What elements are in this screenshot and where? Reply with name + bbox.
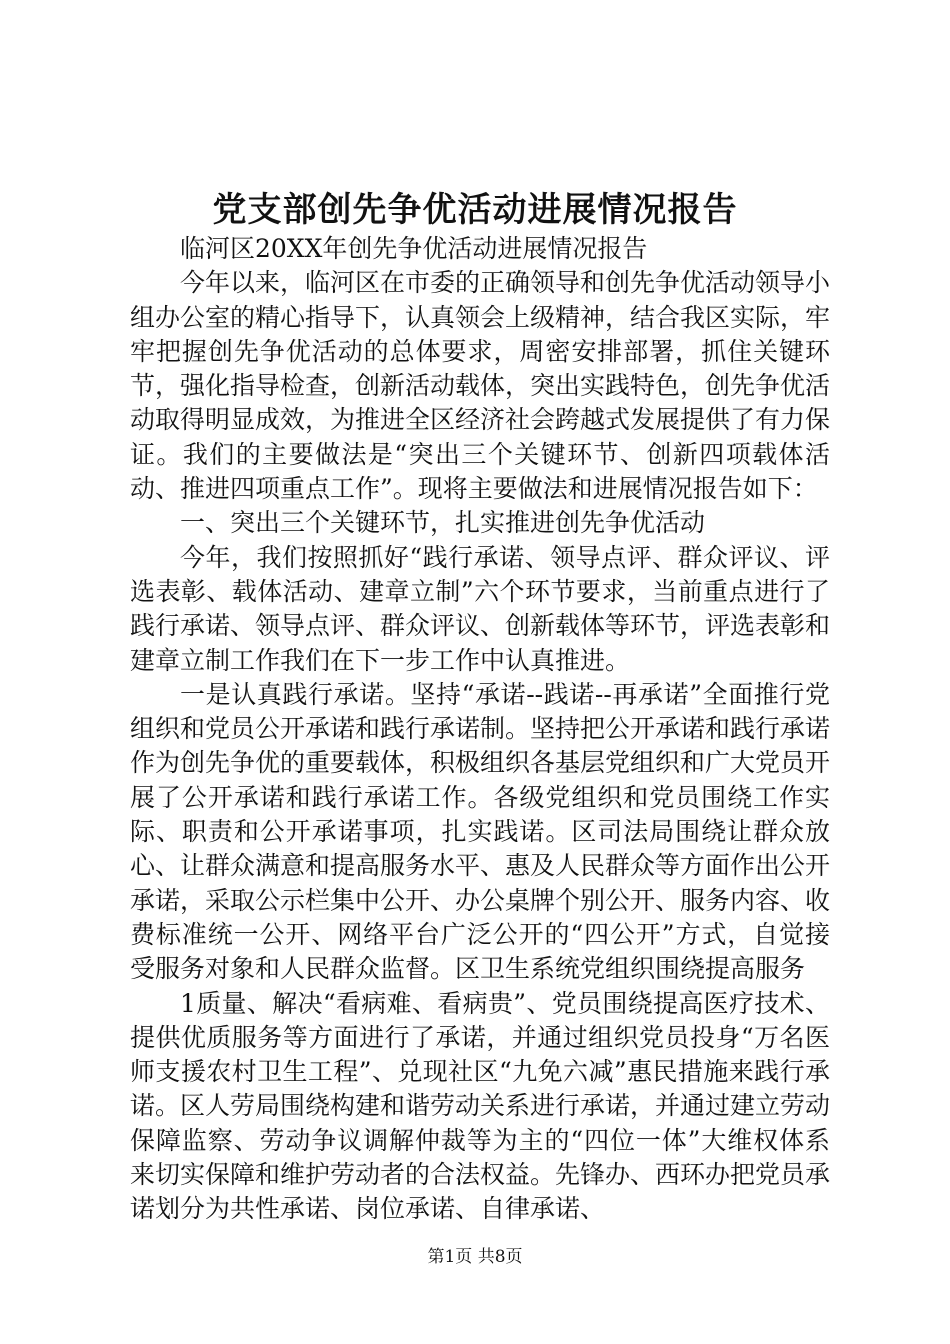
body-paragraph: 1质量、解决“看病难、看病贵”、党员围绕提高医疗技术、提供优质服务等方面进行了承诺，并通过组织党员投身“万名医师支援农村卫生工程”、兑现社区“九免六减”惠民措施来践行承诺。区人劳局围绕构建和谐劳动关系进行承诺，并通过建立劳动保障监察、劳动争议调解仲裁等为主的“四位一体”大维权体系来切实保障和维护劳动者的合法权益。先锋办、西环办把党员承诺划分为共性承诺、岗位承诺、自律承诺、 (130, 988, 831, 1224)
section-heading: 一、突出三个关键环节，扎实推进创先争优活动 (180, 508, 706, 538)
body-paragraph: 今年，我们按照抓好“践行承诺、领导点评、群众评议、评选表彰、载体活动、建章立制”六个环节要求，当前重点进行了践行承诺、领导点评、群众评议、创新载体等环节，评选表彰和建章立制工作我们在下一步工作中认真推进。 (130, 542, 831, 675)
subtitle-paragraph: 临河区20XX年创先争优活动进展情况报告 (180, 234, 648, 263)
page-number-footer: 第1页 共8页 (427, 1247, 523, 1267)
intro-paragraph: 今年以来，临河区在市委的正确领导和创先争优活动领导小组办公室的精心指导下，认真领会上级精神，结合我区实际，牢牢把握创先争优活动的总体要求，周密安排部署，抓住关键环节，强化指导检查，创新活动载体，突出实践特色，创先争优活动取得明显成效，为推进全区经济社会跨越式发展提供了有力保证。我们的主要做法是“突出三个关键环节、创新四项载体活动、推进四项重点工作”。现将主要做法和进展情况报告如下： (130, 268, 831, 504)
document-body (130, 232, 830, 1227)
body-paragraph: 一是认真践行承诺。坚持“承诺--践诺--再承诺”全面推行党组织和党员公开承诺和践行承诺制。坚持把公开承诺和践行承诺作为创先争优的重要载体，积极组织各基层党组织和广大党员开展了公开承诺和践行承诺工作。各级党组织和党员围绕工作实际、职责和公开承诺事项，扎实践诺。区司法局围绕让群众放心、让群众满意和提高服务水平、惠及人民群众等方面作出公开承诺，采取公示栏集中公开、办公桌牌个别公开、服务内容、收费标准统一公开、网络平台广泛公开的“四公开”方式，自觉接受服务对象和人民群众监督。区卫生系统党组织围绕提高服务 (130, 679, 831, 984)
document-title: 党支部创先争优活动进展情况报告 (212, 190, 738, 230)
